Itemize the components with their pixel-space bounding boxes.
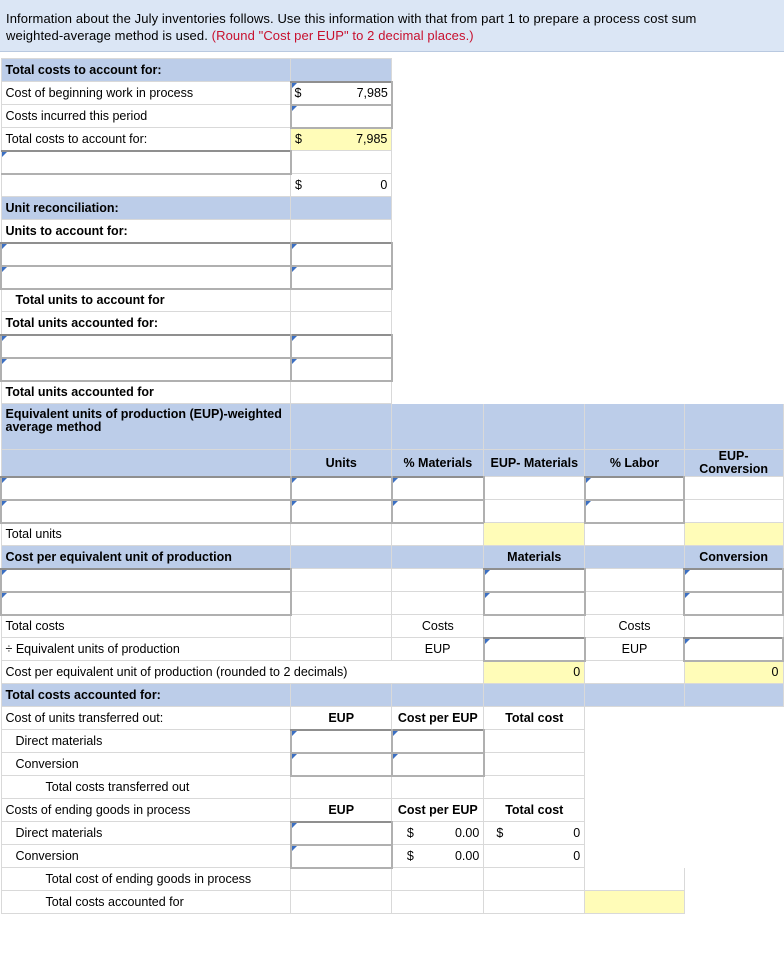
conversion-total-costs	[684, 615, 783, 638]
materials-total-costs	[484, 615, 585, 638]
materials-eup-label: EUP	[392, 638, 484, 661]
accounted-header: Total costs accounted for:	[1, 684, 291, 707]
ending-conv-eup-input[interactable]	[291, 845, 392, 868]
cost-per-eup-row-1-label-input[interactable]	[1, 569, 291, 592]
eup-col-pct-labor: % Labor	[585, 450, 684, 477]
ending-col-total-cost: Total cost	[484, 799, 585, 822]
cost-difference-value: $ 0	[291, 174, 392, 197]
cost-per-eup-row-2-conversion-input[interactable]	[684, 592, 783, 615]
conversion-cost-per-eup: 0	[684, 661, 783, 684]
total-ending-label: Total cost of ending goods in process	[1, 868, 291, 891]
cost-per-eup-row-2-label-input[interactable]	[1, 592, 291, 615]
materials-eup-input[interactable]	[484, 638, 585, 661]
eup-total-conversion	[684, 523, 783, 546]
cost-per-eup-header: Cost per equivalent unit of production	[1, 546, 291, 569]
units-to-account-value-input-2[interactable]	[291, 266, 392, 289]
blank-cost-input[interactable]	[1, 151, 291, 174]
cost-per-eup-row-2-materials-input[interactable]	[484, 592, 585, 615]
transferred-conv-label: Conversion	[1, 753, 291, 776]
ending-col-cost-per-eup: Cost per EUP	[392, 799, 484, 822]
ending-dm-cpe: $ 0.00	[392, 822, 484, 845]
units-accounted-label-input-2[interactable]	[1, 358, 291, 381]
eup-row-2-eup-materials	[484, 500, 585, 523]
transferred-col-cost-per-eup: Cost per EUP	[392, 707, 484, 730]
total-ending-value	[585, 868, 684, 891]
transferred-out-label: Cost of units transferred out:	[1, 707, 291, 730]
units-accounted-label: Total units accounted for:	[1, 312, 291, 335]
cost-per-eup-col-materials: Materials	[484, 546, 585, 569]
total-transferred-value	[484, 776, 585, 799]
units-accounted-value-input-1[interactable]	[291, 335, 392, 358]
eup-total-units-label: Total units	[1, 523, 291, 546]
cost-per-eup-col-conversion: Conversion	[684, 546, 783, 569]
transferred-col-eup: EUP	[291, 707, 392, 730]
instructions-text-2: weighted-average method is used.	[6, 28, 208, 43]
eup-col-eup-materials: EUP- Materials	[484, 450, 585, 477]
units-accounted-value-input-2[interactable]	[291, 358, 392, 381]
eup-row-1-eup-conversion	[684, 477, 783, 500]
eup-header: Equivalent units of production (EUP)-weighted average method	[1, 404, 291, 450]
ending-wip-label: Costs of ending goods in process	[1, 799, 291, 822]
total-transferred-label: Total costs transferred out	[1, 776, 291, 799]
units-to-account-value-input-1[interactable]	[291, 243, 392, 266]
eup-row-2-units-input[interactable]	[291, 500, 392, 523]
beginning-wip-label: Cost of beginning work in process	[1, 82, 291, 105]
cost-per-eup-row-1-materials-input[interactable]	[484, 569, 585, 592]
eup-row-2-eup-conversion	[684, 500, 783, 523]
eup-col-eup-conversion: EUP-Conversion	[684, 450, 783, 477]
ending-conv-label: Conversion	[1, 845, 291, 868]
eup-col-units: Units	[291, 450, 392, 477]
units-to-account-label-input-2[interactable]	[1, 266, 291, 289]
eup-row-2-pct-labor-input[interactable]	[585, 500, 684, 523]
eup-row-1-units-input[interactable]	[291, 477, 392, 500]
total-units-accounted-value	[291, 381, 392, 404]
eup-total-materials	[484, 523, 585, 546]
ending-dm-eup-input[interactable]	[291, 822, 392, 845]
transferred-dm-eup-input[interactable]	[291, 730, 392, 753]
conversion-eup-label: EUP	[585, 638, 684, 661]
eup-row-1-label-input[interactable]	[1, 477, 291, 500]
eup-row-2-label-input[interactable]	[1, 500, 291, 523]
eup-total-units-value	[291, 523, 392, 546]
total-units-to-account-value	[291, 289, 392, 312]
round-note: (Round "Cost per EUP" to 2 decimal places.)	[211, 28, 474, 43]
ending-dm-total: $ 0	[484, 822, 585, 845]
total-units-accounted-label: Total units accounted for	[1, 381, 291, 404]
conversion-costs-label: Costs	[585, 615, 684, 638]
eup-row-1-eup-materials	[484, 477, 585, 500]
units-accounted-label-input-1[interactable]	[1, 335, 291, 358]
process-cost-summary-table	[0, 58, 784, 914]
units-to-account-label: Units to account for:	[1, 220, 291, 243]
transferred-dm-label: Direct materials	[1, 730, 291, 753]
costs-header: Total costs to account for:	[1, 59, 291, 82]
units-to-account-label-input-1[interactable]	[1, 243, 291, 266]
ending-col-eup: EUP	[291, 799, 392, 822]
total-units-to-account-label: Total units to account for	[1, 289, 291, 312]
materials-costs-label: Costs	[392, 615, 484, 638]
transferred-conv-total	[484, 753, 585, 776]
grand-total-value	[585, 891, 684, 914]
transferred-conv-eup-input[interactable]	[291, 753, 392, 776]
materials-cost-per-eup: 0	[484, 661, 585, 684]
transferred-dm-total	[484, 730, 585, 753]
eup-col-pct-materials: % Materials	[392, 450, 484, 477]
total-costs-value: $ 7,985	[291, 128, 392, 151]
instructions-text: Information about the July inventories follows. Use this information with that from part 1 to prepare a process cost sum	[6, 11, 697, 26]
ending-dm-label: Direct materials	[1, 822, 291, 845]
unit-reconciliation-header: Unit reconciliation:	[1, 197, 291, 220]
cost-per-eup-result-label: Cost per equivalent unit of production (rounded to 2 decimals)	[1, 661, 484, 684]
instructions-banner	[0, 0, 784, 52]
ending-conv-total: 0	[484, 845, 585, 868]
transferred-dm-cpe-input[interactable]	[392, 730, 484, 753]
divide-eup-label: ÷ Equivalent units of production	[1, 638, 291, 661]
total-costs-row-label: Total costs	[1, 615, 291, 638]
total-costs-label: Total costs to account for:	[1, 128, 291, 151]
eup-row-1-pct-materials-input[interactable]	[392, 477, 484, 500]
costs-incurred-input[interactable]	[291, 105, 392, 128]
beginning-wip-input[interactable]: $ 7,985	[291, 82, 392, 105]
eup-row-2-pct-materials-input[interactable]	[392, 500, 484, 523]
grand-total-label: Total costs accounted for	[1, 891, 291, 914]
costs-incurred-label: Costs incurred this period	[1, 105, 291, 128]
eup-row-1-pct-labor-input[interactable]	[585, 477, 684, 500]
cost-per-eup-row-1-conversion-input[interactable]	[684, 569, 783, 592]
ending-conv-cpe: $ 0.00	[392, 845, 484, 868]
transferred-col-total-cost: Total cost	[484, 707, 585, 730]
conversion-eup-input[interactable]	[684, 638, 783, 661]
transferred-conv-cpe-input[interactable]	[392, 753, 484, 776]
